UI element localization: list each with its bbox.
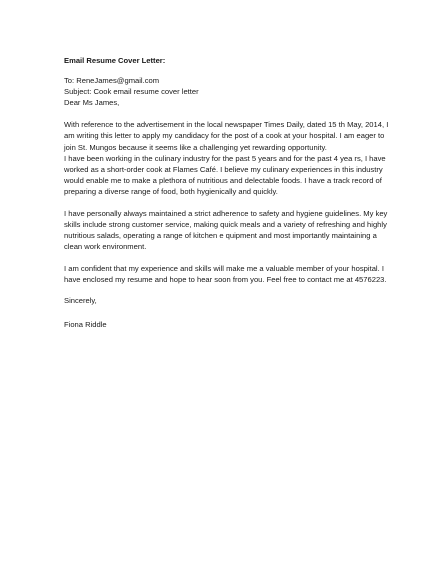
paragraph-line: I am confident that my experience and skills will make me a valuable member of your hospital. I xyxy=(64,263,384,273)
paragraph-conclusion xyxy=(64,263,387,285)
paragraph-line: would enable me to make a plethora of nutritious and delectable foods. I have a track record of xyxy=(64,176,382,186)
subject-line: Subject: Cook email resume cover letter xyxy=(64,87,199,97)
paragraph-line: nutritious salads, operating a range of kitchen e quipment and most importantly maintaining a xyxy=(64,231,377,241)
recipient-line: To: ReneJames@gmail.com xyxy=(64,76,160,85)
letter-title: Email Resume Cover Letter: xyxy=(64,56,166,65)
paragraph-line: am writing this letter to apply my candidacy for the post of a cook at your hospital. I am eager to xyxy=(64,131,385,141)
paragraph-line: I have personally always maintained a strict adherence to safety and hygiene guidelines. My key xyxy=(64,208,388,218)
paragraph-line: I have been working in the culinary industry for the past 5 years and for the past 4 yea rs, I have xyxy=(64,153,386,163)
paragraph-line: preparing a diverse range of food, both hygienically and quickly. xyxy=(64,187,278,197)
paragraph-line: worked as a short-order cook at Flames Café. I believe my culinary experiences in this industry xyxy=(64,164,383,174)
salutation: Dear Ms James, xyxy=(64,98,120,108)
closing: Sincerely, xyxy=(64,296,97,306)
paragraph-introduction xyxy=(64,119,389,197)
signature-name: Fiona Riddle xyxy=(64,320,107,330)
paragraph-skills xyxy=(64,208,388,253)
paragraph-line: have enclosed my resume and hope to hear soon from you. Feel free to contact me at 4576223. xyxy=(64,274,387,284)
paragraph-line: skills include strong customer service, making quick meals and a variety of refreshing and highly xyxy=(64,219,387,229)
letter-page xyxy=(64,56,389,330)
paragraph-line: With reference to the advertisement in the local newspaper Times Daily, dated 15 th May, 2014, I xyxy=(64,120,389,130)
paragraph-line: clean work environment. xyxy=(64,242,147,252)
paragraph-line: join St. Mungos because it seems like a challenging yet rewarding opportunity. xyxy=(64,142,327,152)
